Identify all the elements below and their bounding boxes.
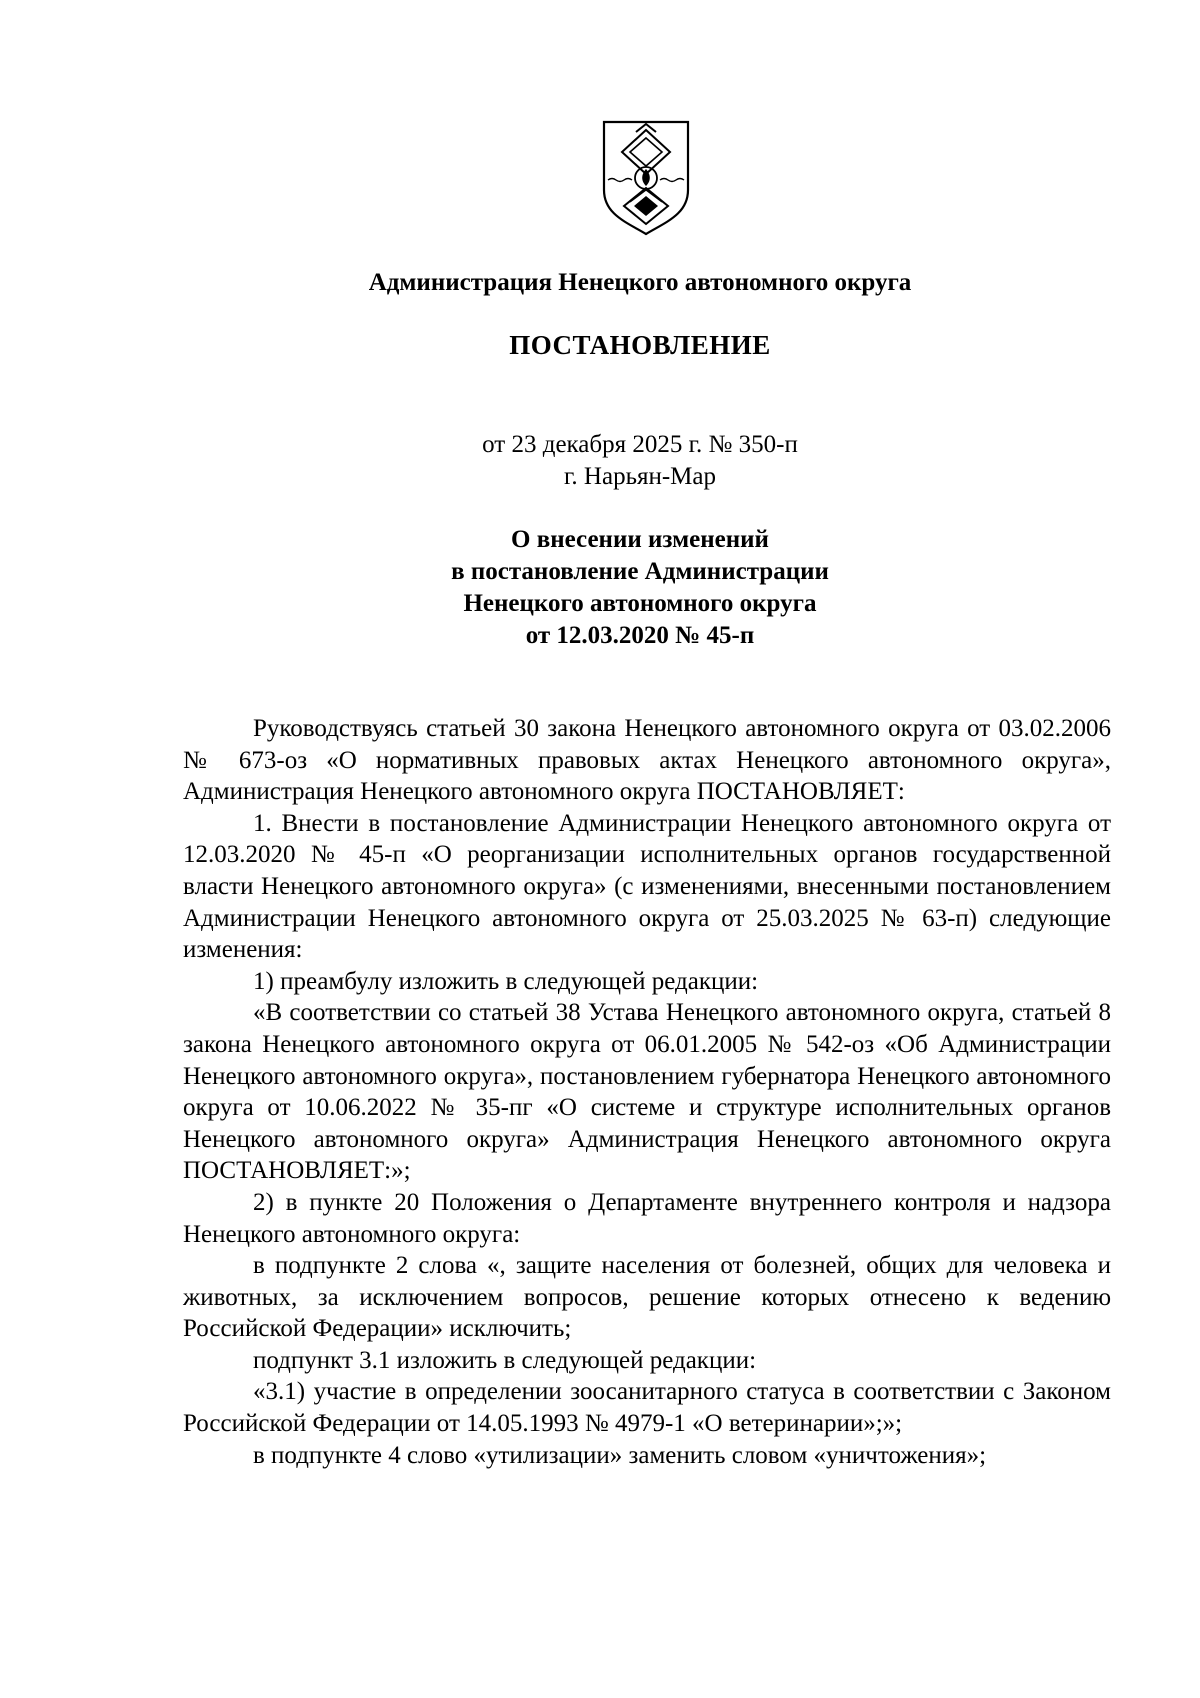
coat-of-arms-icon bbox=[600, 118, 692, 238]
body-paragraph-subitem-2: 2) в пункте 20 Положения о Департаменте внутреннего контроля и надзора Ненецкого автономного округа: bbox=[183, 1188, 1111, 1248]
document-type-title: ПОСТАНОВЛЕНИЕ bbox=[509, 330, 771, 360]
body-paragraph-subclause-3-1: подпункт 3.1 изложить в следующей редакции: bbox=[253, 1346, 757, 1374]
document-body bbox=[183, 713, 1111, 1471]
body-paragraph-subclause-4: в подпункте 4 слово «утилизации» заменить словом «уничтожения»; bbox=[253, 1441, 987, 1469]
body-paragraph-quote-3-1: «3.1) участие в определении зоосанитарного статуса в соответствии с Законом Российской Федерации от 14.05.1993 № 4979-1 «О ветеринарии»;»; bbox=[183, 1378, 1111, 1438]
body-paragraph-subitem-1: 1) преамбулу изложить в следующей редакции: bbox=[253, 967, 759, 995]
body-paragraph-quote-preamble: «В соответствии со статьей 38 Устава Ненецкого автономного округа, статьей 8 закона Ненецкого автономного округа от 06.01.2005 № 542-оз «Об Администрации Ненецкого автономного округа», постановлением губернатора Ненецкого автономного округа от 10.06.2022 № 35-пг «О системе и структуре исполнительных органов Ненецкого автономного округа» Администрация Ненецкого автономного округа ПОСТАНОВЛЯЕТ:»; bbox=[183, 999, 1111, 1185]
body-paragraph-item-1: 1. Внести в постановление Администрации Ненецкого автономного округа от 12.03.2020 № 45-п «О реорганизации исполнительных органов государственной власти Ненецкого автономного округа» (с изменениями, внесенными постановлением Администрации Ненецкого автономного округа от 25.03.2025 № 63-п) следующие изменения: bbox=[183, 809, 1111, 964]
organization-name: Администрация Ненецкого автономного округа bbox=[368, 269, 912, 296]
body-paragraph-preamble: Руководствуясь статьей 30 закона Ненецкого автономного округа от 03.02.2006 № 673-оз «О нормативных правовых актах Ненецкого автономного округа», Администрация Ненецкого автономного округа ПОСТАНОВЛЯЕТ: bbox=[183, 715, 1111, 806]
subject-line: от 12.03.2020 № 45-п bbox=[525, 622, 755, 649]
subject-line: в постановление Администрации bbox=[451, 558, 829, 585]
document-subject bbox=[200, 524, 1080, 652]
subject-line: О внесении изменений bbox=[511, 526, 769, 553]
document-city: г. Нарьян-Мар bbox=[563, 463, 716, 490]
body-paragraph-subclause-2: в подпункте 2 слова «, защите населения от болезней, общих для человека и животных, за исключением вопросов, решение которых отнесено к ведению Российской Федерации» исключить; bbox=[183, 1252, 1111, 1343]
subject-line: Ненецкого автономного округа bbox=[463, 590, 817, 617]
document-date-number: от 23 декабря 2025 г. № 350-п bbox=[482, 431, 798, 458]
